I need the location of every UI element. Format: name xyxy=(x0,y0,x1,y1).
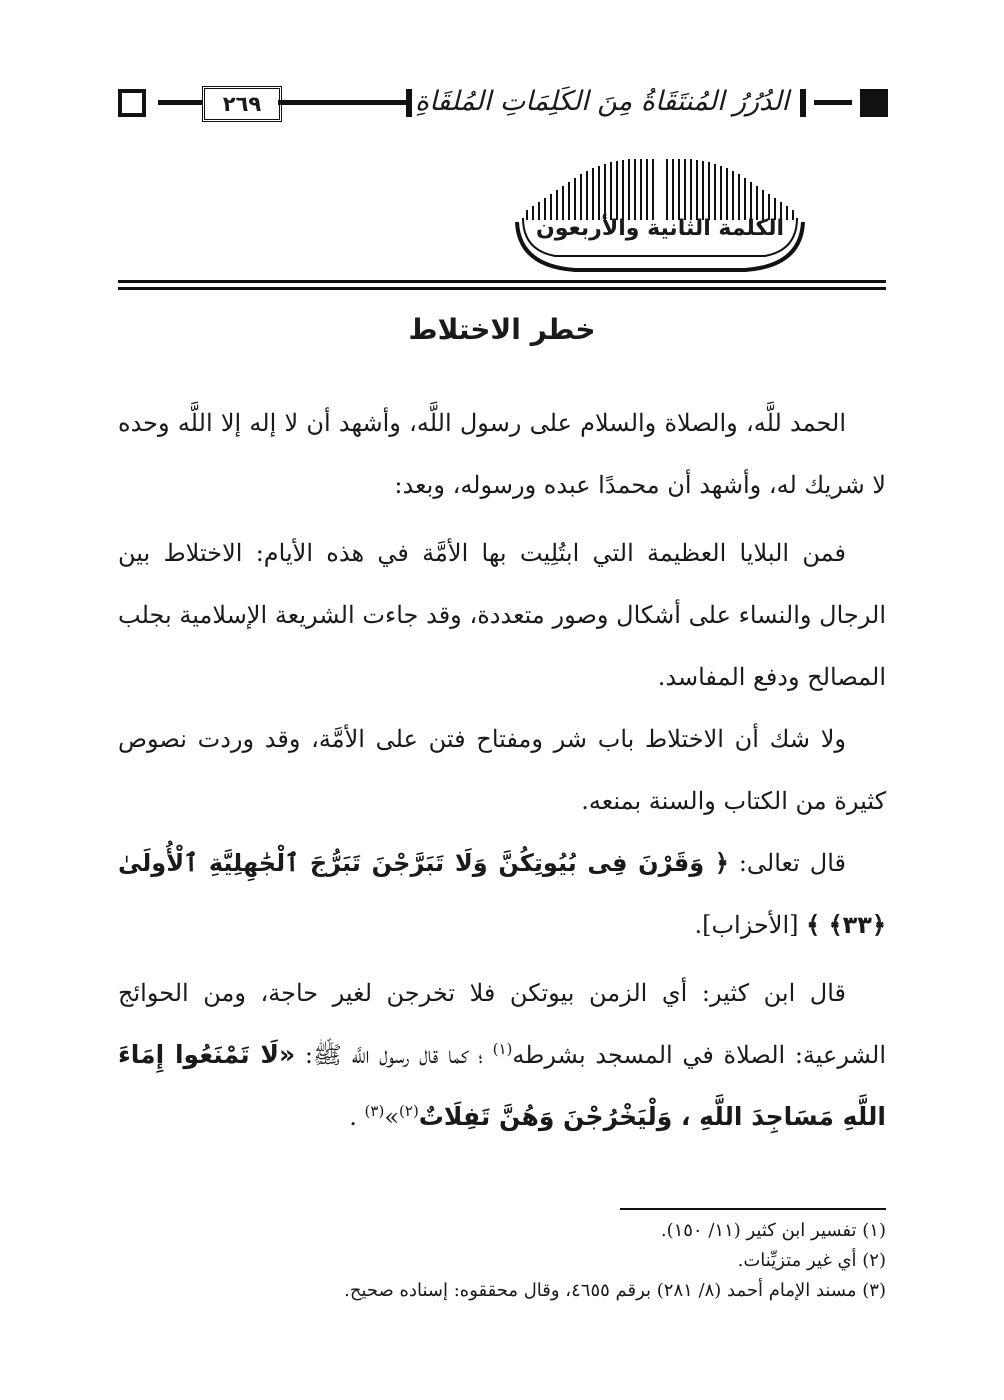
footnote-marker-2: (٢) xyxy=(399,1102,419,1120)
paragraph-5 xyxy=(118,962,886,1148)
article-title: خطر الاختلاط xyxy=(408,313,596,346)
tafsir-text: قال ابن كثير: أي الزمن بيوتكن فلا تخرجن لغير حاجة، ومن الحوائج الشرعية: الصلاة في المسجد بشرطه xyxy=(118,979,886,1069)
paragraph-3: ولا شك أن الاختلاط باب شر ومفتاح فتن على الأمَّة، وقد وردت نصوص كثيرة من الكتاب والسنة بمنعه. xyxy=(118,725,886,815)
paragraph-1: الحمد للَّه، والصلاة والسلام على رسول اللَّه، وأشهد أن لا إله إلا اللَّه وحده لا شريك له، وأشهد أن محمدًا عبده ورسوله، وبعد: xyxy=(118,409,886,499)
running-header xyxy=(118,82,888,122)
header-bar-right xyxy=(800,89,806,117)
hadith-close-quote: » xyxy=(384,1103,400,1131)
running-header-title: الدُرُرُ المُنتَقَاةُ مِنَ الكَلِمَاتِ المُلقَاةِ xyxy=(414,86,790,117)
paragraph-block-3 xyxy=(118,708,886,832)
paragraph-opening xyxy=(118,392,886,516)
footnote-marker-1: (١) xyxy=(492,1040,513,1058)
footnote-1: (١) تفسير ابن كثير (١١/ ١٥٠). xyxy=(660,1220,886,1241)
footnote-2: (٢) أي غير متزيِّنات. xyxy=(737,1250,886,1271)
header-rule-right xyxy=(814,100,852,105)
footnote-3: (٣) مسند الإمام أحمد (٨/ ٢٨١) برقم ٤٦٥٥، وقال محققوه: إسناده صحيح. xyxy=(344,1280,886,1301)
header-ornament-square-left xyxy=(118,89,146,117)
footnote-marker-3: (٣) xyxy=(364,1102,385,1120)
page-number: ٢٦٩ xyxy=(202,86,282,122)
hadith-end-period: . xyxy=(349,1103,357,1131)
header-rule-left xyxy=(158,100,202,105)
hadith-intro: ؛ كما قال رسول اللَّه ﷺ: xyxy=(304,1041,483,1069)
footnote-separator xyxy=(620,1208,886,1210)
header-ornament-square-right xyxy=(860,89,888,117)
paragraph-block-5 xyxy=(118,962,886,1148)
chapter-label: الكلمة الثانية والأربعون xyxy=(535,216,785,241)
section-rule-bottom xyxy=(118,287,886,290)
hadith-text: «لَا تَمْنَعُوا إِمَاءَ اللَّهِ مَسَاجِدَ اللَّهِ ، وَلْيَخْرُجْنَ وَهُنَّ تَفِلَاتٌ xyxy=(118,1040,886,1131)
paragraph-block-4 xyxy=(118,832,886,956)
footnotes xyxy=(118,1216,886,1306)
header-bar-middle xyxy=(406,89,412,117)
verse-reference: [الأحزاب]. xyxy=(694,911,799,939)
paragraph-block-2 xyxy=(118,522,886,708)
quran-verse: ﴿ وَقَرْنَ فِى بُيُوتِكُنَّ وَلَا تَبَرَّجْنَ تَبَرُّجَ ٱلْجَٰهِلِيَّةِ ٱلْأُولَىٰ ﴿٣٣﴾ ﴾ xyxy=(118,849,886,939)
paragraph-2: فمن البلايا العظيمة التي ابتُلِيت بها الأمَّة في هذه الأيام: الاختلاط بين الرجال والنساء على أشكال وصور متعددة، وقد جاءت الشريعة الإسلامية بجلب المصالح ودفع المفاسد. xyxy=(118,539,886,691)
quran-intro: قال تعالى: xyxy=(738,849,846,877)
section-rule-top xyxy=(118,280,886,283)
chapter-banner xyxy=(515,158,805,276)
header-rule-middle xyxy=(278,100,406,105)
paragraph-4 xyxy=(118,832,886,956)
